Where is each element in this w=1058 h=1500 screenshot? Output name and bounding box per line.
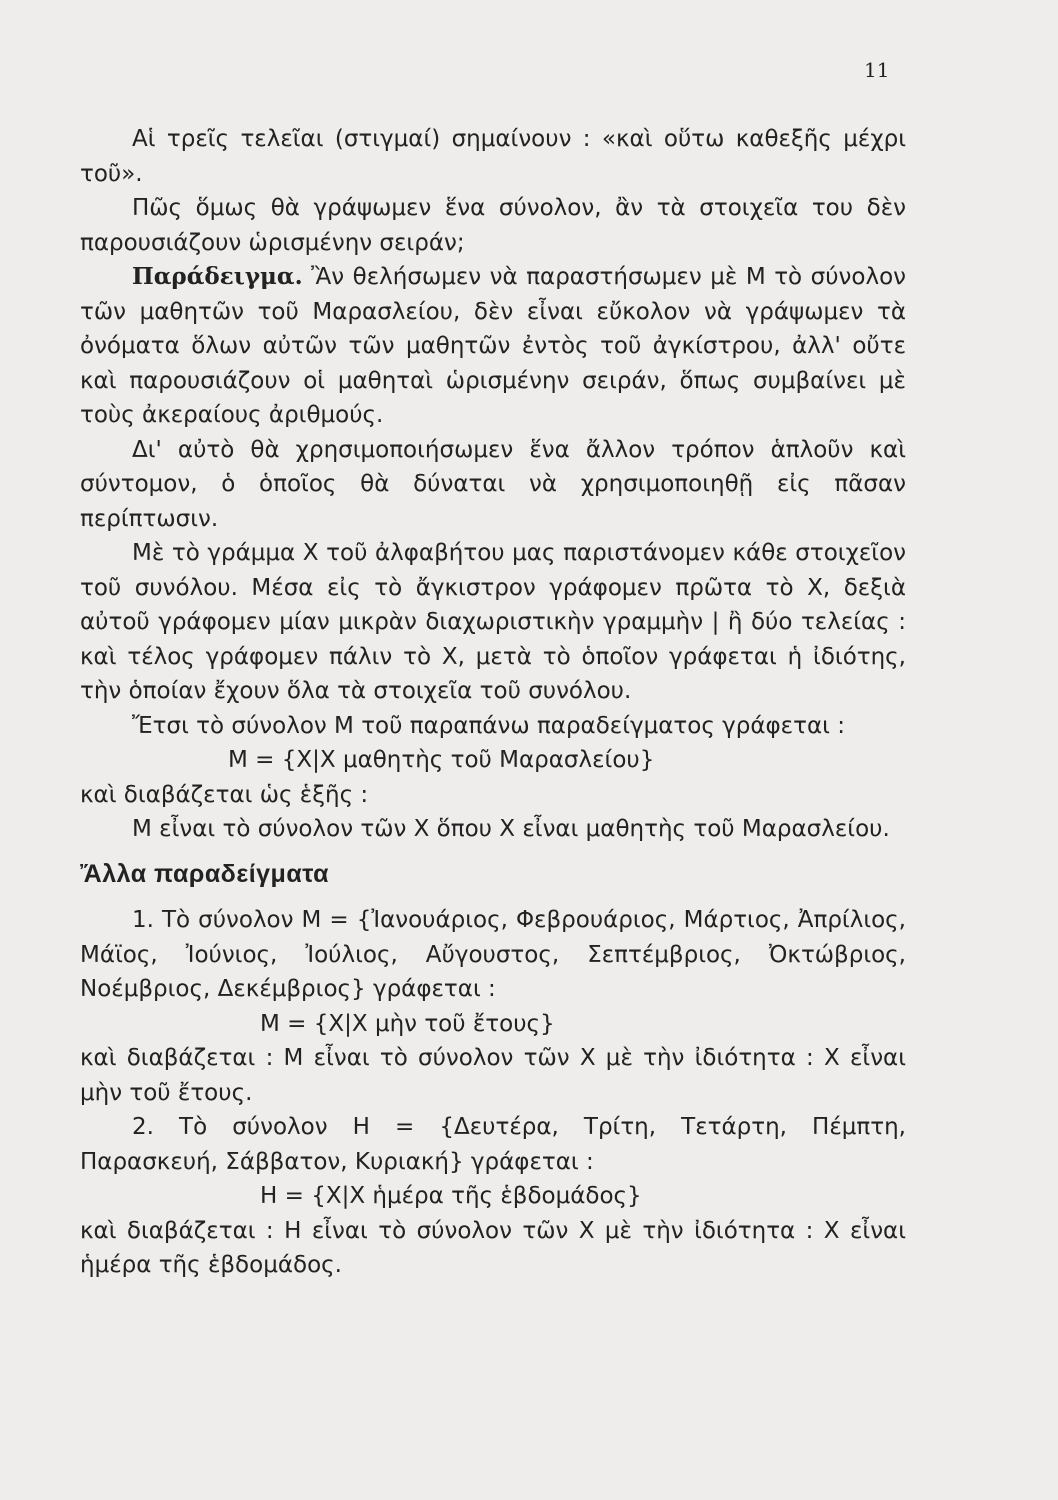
section-heading: Ἄλλα παραδείγματα [80, 859, 330, 888]
paragraph-notation: Μὲ τὸ γράμμα Χ τοῦ ἀλφαβήτου μας παριστάνομεν κάθε στοιχεῖον τοῦ συνόλου. Μέσα εἰς τὸ ἄγκιστρον γράφομεν πρῶτα τὸ Χ, δεξιὰ αὐτοῦ γράφομεν μίαν μικρὰν διαχωριστικὴν γραμμὴν | ἢ δύο τελείας : καὶ τέλος γράφομεν πάλιν τὸ Χ, μετὰ τὸ ὁποῖον γράφεται ἡ ἰδιότης, τὴν ὁποίαν ἔχουν ὅλα τὰ στοιχεῖα τοῦ συνόλου. [80, 540, 906, 704]
paragraph-question: Πῶς ὅμως θὰ γράψωμεν ἕνα σύνολον, ἂν τὰ στοιχεῖα του δὲν παρουσιάζουν ὡρισμένην σειράν; [80, 195, 906, 256]
reading-months: καὶ διαβάζεται : Μ εἶναι τὸ σύνολον τῶν Χ μὲ τὴν ἰδιότητα : Χ εἶναι μὴν τοῦ ἔτους. [80, 1045, 906, 1106]
example-label: Παράδειγμα. [132, 263, 303, 290]
reading-days: καὶ διαβάζεται : Η εἶναι τὸ σύνολον τῶν Χ μὲ τὴν ἰδιότητα : Χ εἶναι ἡμέρα τῆς ἑβδομάδος. [80, 1217, 906, 1278]
reading-students: Μ εἶναι τὸ σύνολον τῶν Χ ὅπου Χ εἶναι μαθητὴς τοῦ Μαρασλείου. [132, 816, 890, 842]
paragraph-ellipsis: Αἱ τρεῖς τελεῖαι (στιγμαί) σημαίνουν : «καὶ οὕτω καθεξῆς μέχρι τοῦ». [80, 126, 906, 187]
paragraph-thus: Ἔτσι τὸ σύνολον Μ τοῦ παραπάνω παραδείγματος γράφεται : [132, 712, 845, 739]
formula-days: Η = {Χ|Χ ἡμέρα τῆς ἑβδομάδος} [260, 1183, 642, 1209]
example-months: 1. Τὸ σύνολον Μ = {Ἰανουάριος, Φεβρουάριος, Μάρτιος, Ἀπρίλιος, Μάϊος, Ἰούνιος, Ἰούλιος, Αὔγουστος, Σεπτέμβριος, Ὀκτώβριος, Νοέμβριος, Δεκέμβριος} γράφεται : [80, 907, 906, 1002]
example-text: Ἂν θελήσωμεν νὰ παραστήσωμεν μὲ Μ τὸ σύνολον τῶν μαθητῶν τοῦ Μαρασλείου, δὲν εἶναι εὔκολον νὰ γράψωμεν τὰ ὀνόματα ὅλων αὐτῶν τῶν μαθητῶν ἐντὸς τοῦ ἀγκίστρου, ἀλλ' οὔτε καὶ παρουσιάζουν οἱ μαθηταὶ ὡρισμένην σειράν, ὅπως συμβαίνει μὲ τοὺς ἀκεραίους ἀριθμούς. [80, 264, 906, 428]
paragraph-example [80, 260, 906, 433]
body-text [80, 122, 906, 1283]
paragraph-method: Δι' αὐτὸ θὰ χρησιμοποιήσωμεν ἕνα ἄλλον τρόπον ἁπλοῦν καὶ σύντομον, ὁ ὁποῖος θὰ δύναται νὰ χρησιμοποιηθῇ εἰς πᾶσαν περίπτωσιν. [80, 436, 906, 532]
example-days: 2. Τὸ σύνολον Η = {Δευτέρα, Τρίτη, Τετάρτη, Πέμπτη, Παρασκευή, Σάββατον, Κυριακή} γράφεται : [80, 1114, 906, 1175]
formula-months: Μ = {Χ|Χ μὴν τοῦ ἔτους} [260, 1010, 555, 1037]
page-number: 11 [864, 58, 890, 82]
formula-students: Μ = {Χ|Χ μαθητὴς τοῦ Μαρασλείου} [228, 747, 655, 773]
reading-intro: καὶ διαβάζεται ὡς ἑξῆς : [80, 781, 369, 808]
